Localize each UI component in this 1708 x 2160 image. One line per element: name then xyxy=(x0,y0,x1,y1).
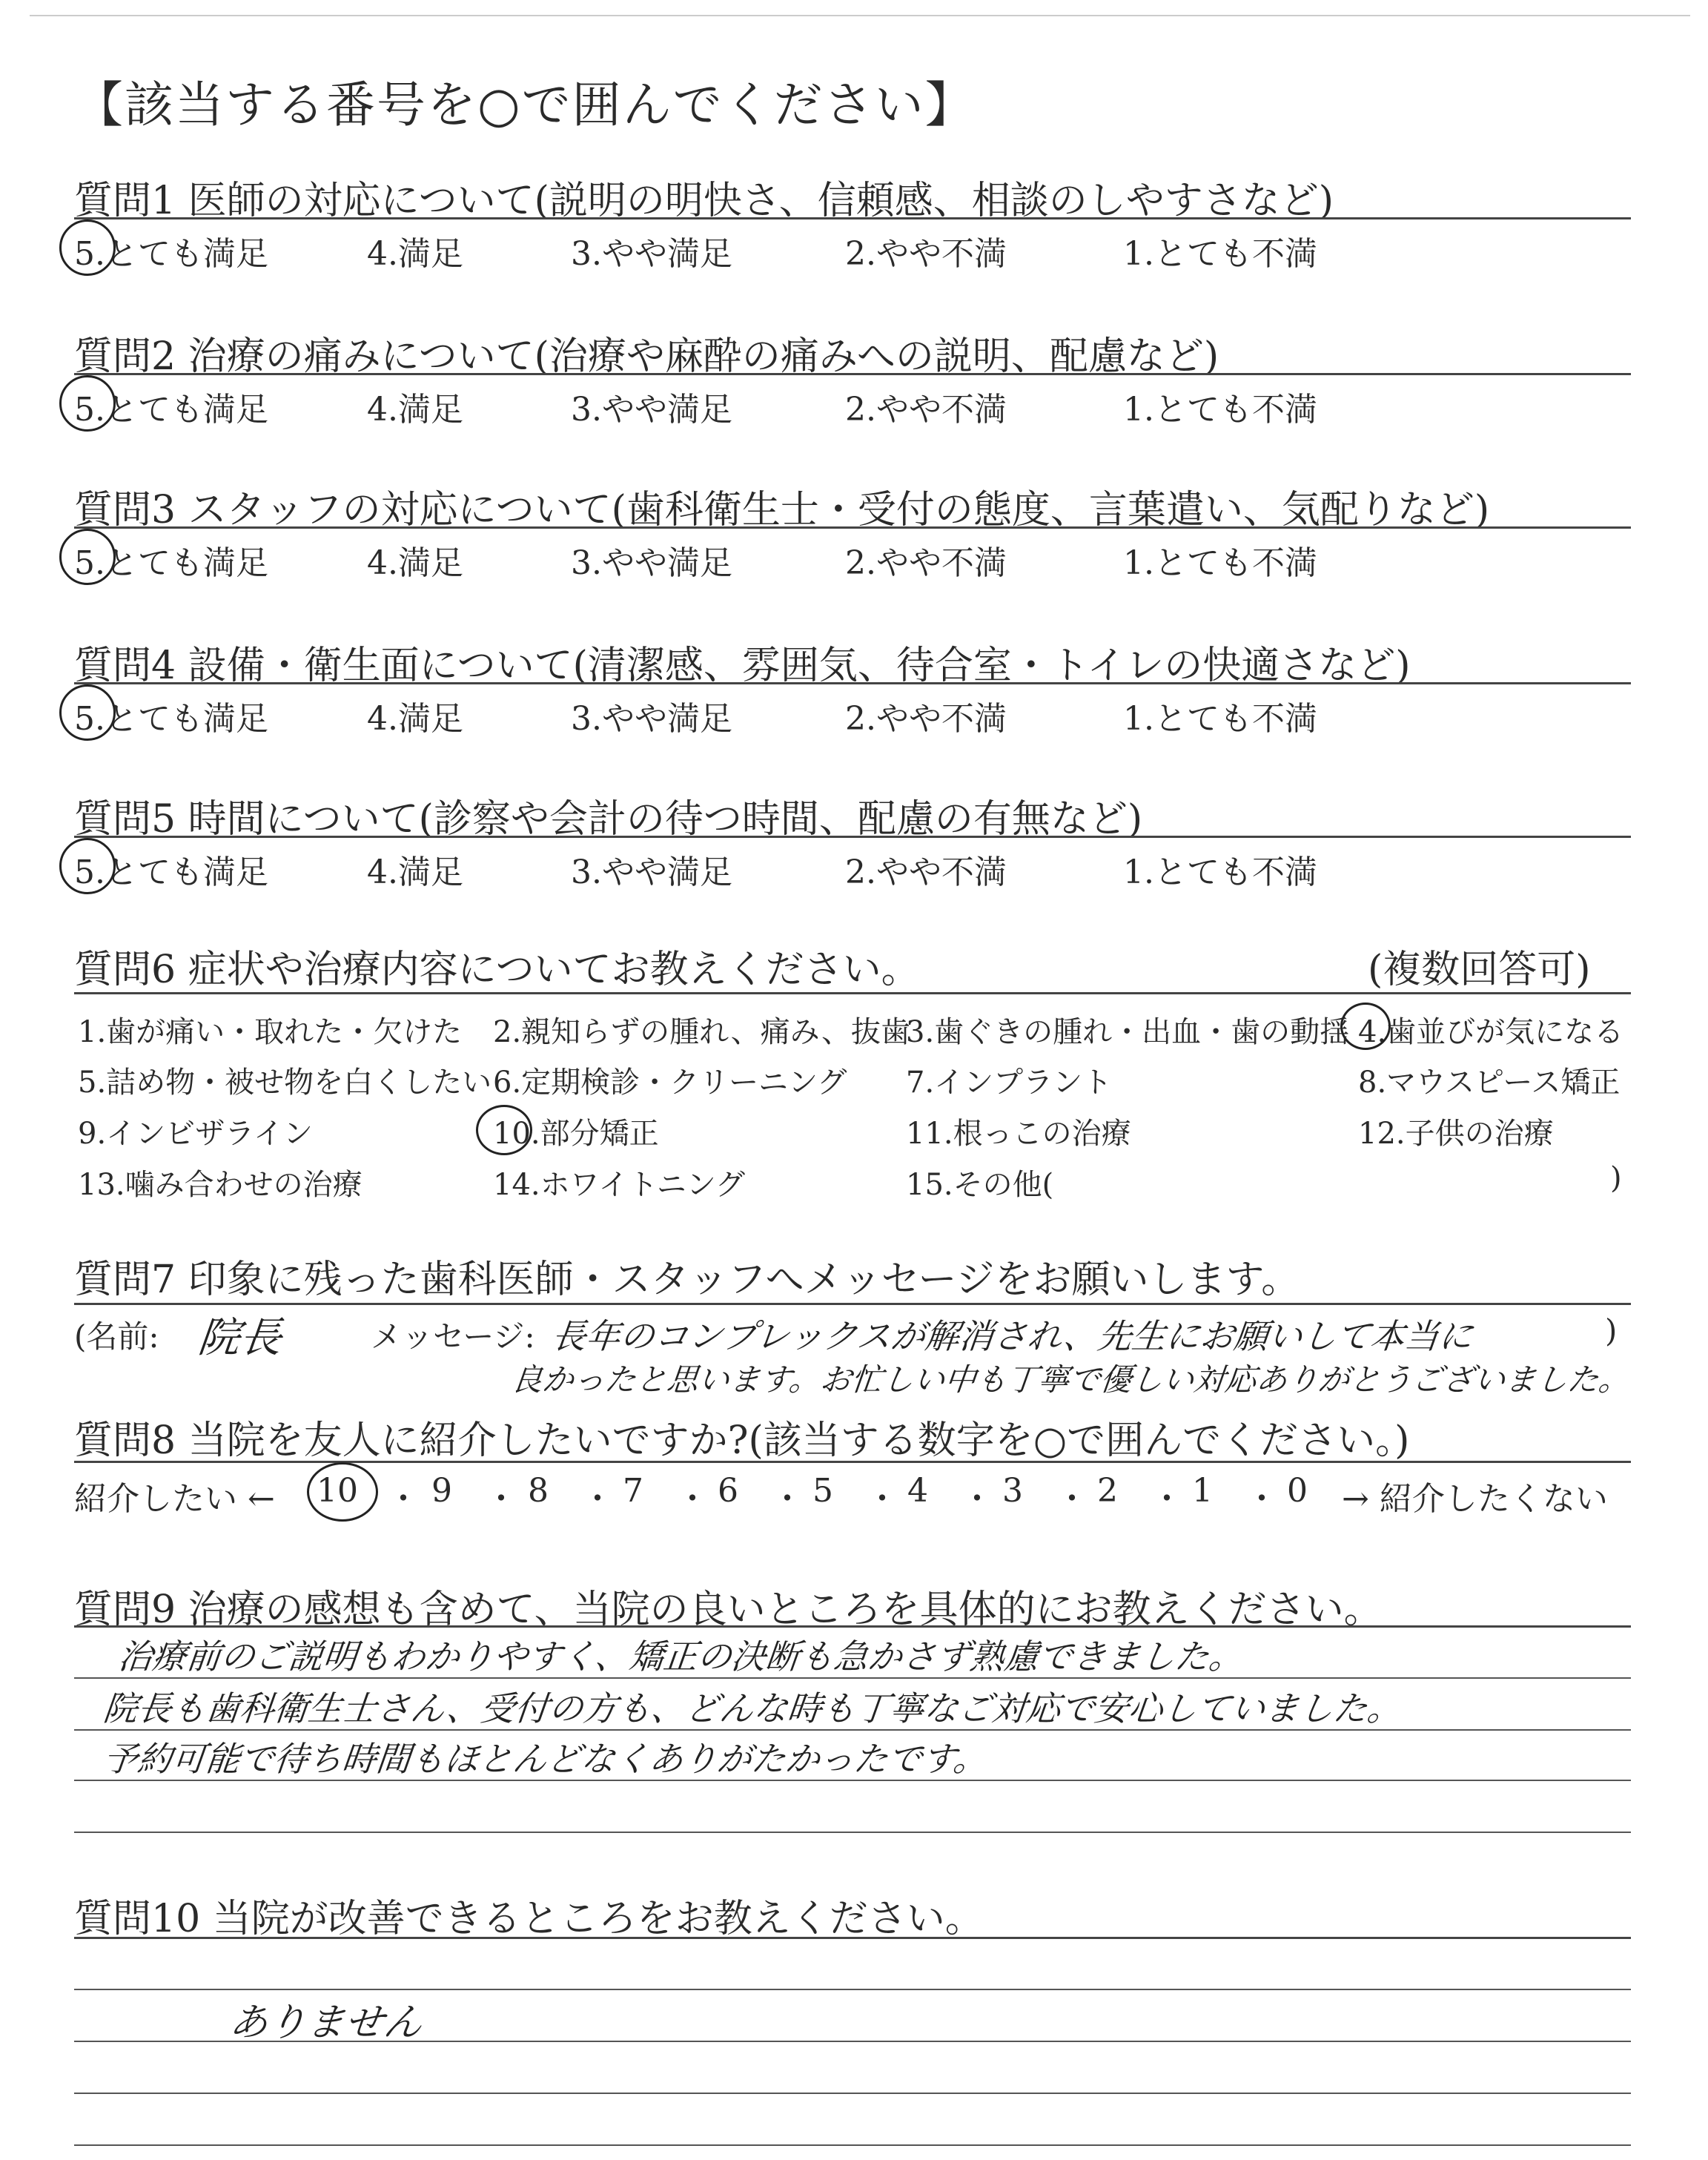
q6-option[interactable]: 11.根っこの治療 xyxy=(906,1117,1131,1151)
q6-option[interactable]: 8.マウスピース矯正 xyxy=(1358,1066,1621,1100)
q8-scale-separator: ・ xyxy=(961,1480,993,1518)
q7-rule xyxy=(74,1303,1631,1305)
q6-option[interactable]: 2.親知らずの腫れ、痛み、抜歯 xyxy=(493,1015,910,1049)
q8-scale-separator: ・ xyxy=(1245,1480,1278,1518)
q7-message-line2: 良かったと思います。お忙しい中も丁寧で優しい対応ありがとうございました。 xyxy=(509,1361,1632,1398)
question-2-option[interactable]: 5.とても満足 xyxy=(74,391,268,429)
q8-circle-10 xyxy=(307,1462,378,1522)
q6-option-close: ) xyxy=(1610,1161,1622,1195)
q9-answer-line: 治療前のご説明もわかりやすく、矯正の決断も急かさず熟慮できました。 xyxy=(116,1636,1245,1677)
q7-message-line1: 長年のコンプレックスが解消され、先生にお願いして本当に xyxy=(549,1316,1475,1356)
q8-scale-value[interactable]: 0 xyxy=(1287,1472,1308,1510)
question-2-label: 質問2 治療の痛みについて(治療や麻酔の痛みへの説明、配慮など) xyxy=(74,334,1219,379)
question-3-option[interactable]: 4.満足 xyxy=(367,544,463,582)
q6-label: 質問6 症状や治療内容についてお教えください。 xyxy=(74,948,920,992)
question-1-option[interactable]: 5.とても満足 xyxy=(74,235,268,273)
q8-scale-separator: ・ xyxy=(387,1480,420,1518)
question-5-circle-5 xyxy=(59,838,116,894)
question-4-option[interactable]: 1.とても不満 xyxy=(1123,700,1317,738)
q10-rule-4 xyxy=(74,2144,1631,2146)
question-1-rule xyxy=(74,217,1631,219)
q6-option[interactable]: 5.詰め物・被せ物を白くしたい xyxy=(78,1066,492,1100)
q9-rule-4 xyxy=(74,1832,1631,1833)
question-1-option[interactable]: 3.やや満足 xyxy=(571,235,732,273)
question-3-option[interactable]: 3.やや満足 xyxy=(571,544,732,582)
page-title: 【該当する番号を○で囲んでください】 xyxy=(74,76,976,133)
question-3-option[interactable]: 2.やや不満 xyxy=(845,544,1007,582)
q8-scale-value[interactable]: 4 xyxy=(907,1472,928,1510)
q6-circle-4 xyxy=(1340,1003,1391,1050)
question-4-option[interactable]: 4.満足 xyxy=(367,700,463,738)
question-4-option[interactable]: 5.とても満足 xyxy=(74,700,268,738)
question-5-rule xyxy=(74,836,1631,838)
question-1-circle-5 xyxy=(59,219,116,276)
question-5-option[interactable]: 5.とても満足 xyxy=(74,853,268,891)
question-5-label: 質問5 時間について(診察や会計の待つ時間、配慮の有無など) xyxy=(74,797,1143,842)
q10-label: 質問10 当院が改善できるところをお教えください。 xyxy=(74,1897,984,1941)
question-2-option[interactable]: 1.とても不満 xyxy=(1123,391,1317,429)
q10-rule-0 xyxy=(74,1937,1631,1939)
question-2-circle-5 xyxy=(59,375,116,432)
q8-scale-value[interactable]: 7 xyxy=(623,1472,643,1510)
q9-answer-line: 院長も歯科衛生士さん、受付の方も、どんな時も丁寧なご対応で安心していました。 xyxy=(101,1688,1404,1728)
q8-scale-separator: ・ xyxy=(771,1480,804,1518)
q6-option[interactable]: 6.定期検診・クリーニング xyxy=(493,1066,847,1100)
q7-label: 質問7 印象に残った歯科医師・スタッフへメッセージをお願いします。 xyxy=(74,1258,1300,1302)
q8-scale-separator: ・ xyxy=(1056,1480,1088,1518)
q6-option[interactable]: 1.歯が痛い・取れた・欠けた xyxy=(78,1015,463,1049)
question-5-option[interactable]: 1.とても不満 xyxy=(1123,853,1317,891)
q6-option[interactable]: 7.インプラント xyxy=(906,1066,1113,1100)
q6-note: (複数回答可) xyxy=(1368,948,1591,992)
question-4-rule xyxy=(74,682,1631,684)
q6-option[interactable]: 15.その他( xyxy=(906,1168,1054,1202)
question-4-option[interactable]: 2.やや不満 xyxy=(845,700,1007,738)
question-5-option[interactable]: 4.満足 xyxy=(367,853,463,891)
q8-scale-value[interactable]: 1 xyxy=(1192,1472,1213,1510)
q7-message-label: メッセージ: xyxy=(371,1318,535,1355)
question-1-option[interactable]: 1.とても不満 xyxy=(1123,235,1317,273)
q6-option[interactable]: 3.歯ぐきの腫れ・出血・歯の動揺 xyxy=(906,1015,1350,1049)
q8-scale-value[interactable]: 2 xyxy=(1097,1472,1118,1510)
q8-scale-separator: ・ xyxy=(485,1480,517,1518)
question-1-label: 質問1 医師の対応について(説明の明快さ、信頼感、相談のしやすさなど) xyxy=(74,179,1334,223)
q6-option[interactable]: 10.部分矯正 xyxy=(493,1117,659,1151)
q8-left-label: 紹介したい ← xyxy=(74,1480,275,1518)
q8-scale-separator: ・ xyxy=(676,1480,709,1518)
q9-label: 質問9 治療の感想も含めて、当院の良いところを具体的にお教えください。 xyxy=(74,1588,1383,1632)
question-2-option[interactable]: 4.満足 xyxy=(367,391,463,429)
q6-option[interactable]: 13.噛み合わせの治療 xyxy=(78,1168,363,1202)
q8-right-label: → 紹介したくない xyxy=(1342,1480,1608,1518)
question-3-option[interactable]: 5.とても満足 xyxy=(74,544,268,582)
q6-option[interactable]: 4.歯並びが気になる xyxy=(1358,1015,1624,1049)
q6-option[interactable]: 12.子供の治療 xyxy=(1358,1117,1554,1151)
q8-scale-separator: ・ xyxy=(1151,1480,1183,1518)
q7-message-close: ) xyxy=(1605,1312,1618,1349)
question-2-option[interactable]: 2.やや不満 xyxy=(845,391,1007,429)
q8-scale-separator: ・ xyxy=(581,1480,614,1518)
question-5-option[interactable]: 3.やや満足 xyxy=(571,853,732,891)
question-3-option[interactable]: 1.とても不満 xyxy=(1123,544,1317,582)
question-2-option[interactable]: 3.やや満足 xyxy=(571,391,732,429)
q8-scale-value[interactable]: 8 xyxy=(528,1472,549,1510)
question-2-rule xyxy=(74,373,1631,375)
question-5-option[interactable]: 2.やや不満 xyxy=(845,853,1007,891)
q10-rule-3 xyxy=(74,2093,1631,2094)
question-3-circle-5 xyxy=(59,529,116,585)
q8-label: 質問8 当院を友人に紹介したいですか?(該当する数字を○で囲んでください。) xyxy=(74,1418,1410,1463)
q7-name-value: 院長 xyxy=(196,1314,284,1362)
question-1-option[interactable]: 2.やや不満 xyxy=(845,235,1007,273)
q7-name-label: (名前: xyxy=(74,1318,159,1355)
q6-rule xyxy=(74,992,1631,994)
q10-rule-1 xyxy=(74,1989,1631,1990)
question-4-circle-5 xyxy=(59,684,116,741)
question-1-option[interactable]: 4.満足 xyxy=(367,235,463,273)
q8-scale-value[interactable]: 5 xyxy=(812,1472,833,1510)
q6-option[interactable]: 14.ホワイトニング xyxy=(493,1168,746,1202)
q8-scale-value[interactable]: 3 xyxy=(1002,1472,1023,1510)
question-3-rule xyxy=(74,526,1631,529)
q8-scale-value[interactable]: 10 xyxy=(317,1472,358,1510)
q6-option[interactable]: 9.インビザライン xyxy=(78,1117,313,1151)
q9-answer-line: 予約可能で待ち時間もほとんどなくありがたかったです。 xyxy=(101,1739,990,1779)
question-4-option[interactable]: 3.やや満足 xyxy=(571,700,732,738)
page-top-rule xyxy=(30,15,1690,16)
q10-answer: ありません xyxy=(227,2001,425,2045)
q6-circle-10 xyxy=(476,1105,532,1155)
question-4-label: 質問4 設備・衛生面について(清潔感、雰囲気、待合室・トイレの快適さなど) xyxy=(74,644,1411,688)
q8-scale-value[interactable]: 9 xyxy=(431,1472,452,1510)
q8-scale-separator: ・ xyxy=(866,1480,898,1518)
q8-scale-value[interactable]: 6 xyxy=(718,1472,738,1510)
q9-rule-0 xyxy=(74,1625,1631,1628)
q8-rule xyxy=(74,1461,1631,1463)
question-3-label: 質問3 スタッフの対応について(歯科衛生士・受付の態度、言葉遣い、気配りなど) xyxy=(74,488,1490,532)
